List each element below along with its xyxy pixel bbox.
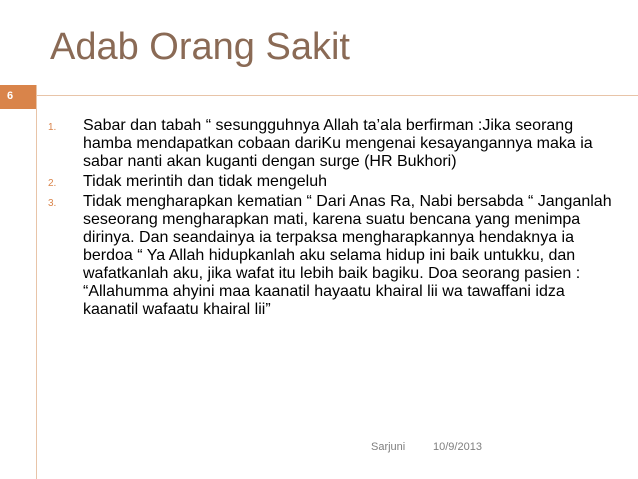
list-item xyxy=(48,193,628,319)
list-marker: 1. xyxy=(48,122,57,133)
footer-author: Sarjuni xyxy=(371,441,406,453)
side-divider xyxy=(36,85,37,479)
list-item xyxy=(48,173,628,191)
slide-title: Adab Orang Sakit xyxy=(50,26,350,68)
slide-body xyxy=(48,117,628,319)
list-marker: 2. xyxy=(48,178,57,189)
list-item-text: Sabar dan tabah “ sesungguhnya Allah ta’ala berfirman :Jika seorang hamba mendapatkan cobaan dariKu mengenai kesayangannya maka ia sabar nanti akan kuganti dengan surge (HR Bukhori) xyxy=(83,117,593,170)
footer-date: 10/9/2013 xyxy=(433,441,482,453)
slide-number-badge: 6 xyxy=(0,85,36,109)
list-item xyxy=(48,117,628,171)
list-item-text: Tidak merintih dan tidak mengeluh xyxy=(83,173,327,190)
list-marker: 3. xyxy=(48,198,57,209)
header-divider xyxy=(0,95,638,96)
list-item-text: Tidak mengharapkan kematian “ Dari Anas Ra, Nabi bersabda “ Janganlah seseorang mengharapkan mati, karena suatu bencana yang menimpa dirinya. Dan seandainya ia terpaksa mengharapkannya hendaknya ia berdoa “ Ya Allah hidupkanlah aku selama hidup ini baik untukku, dan wafatkanlah aku, jika wafat itu lebih baik bagiku. Doa seorang pasien : “Allahumma ahyini maa kaanatil hayaatu khairal lii wa tawaffani idza kaanatil wafaatu khairal lii” xyxy=(83,193,612,318)
